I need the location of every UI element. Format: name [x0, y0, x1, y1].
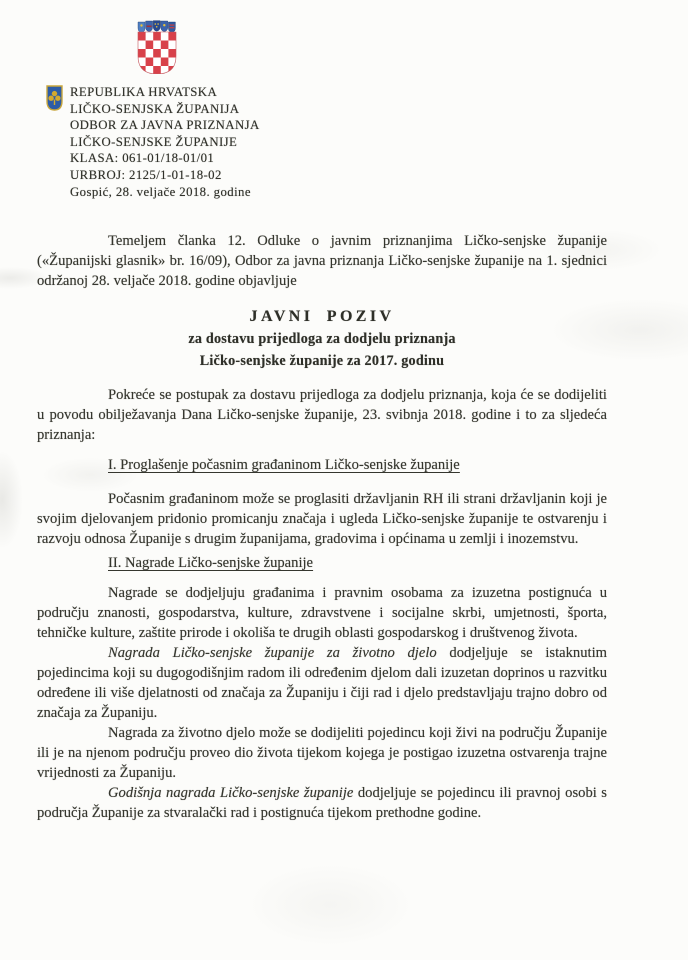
letterhead-county: LIČKO-SENJSKA ŽUPANIJA — [70, 101, 240, 116]
opening-paragraph: Pokreće se postupak za dostavu prijedloga za dodjelu priznanja, koja će se dodijeliti u povodu obilježavanja Dana Ličko-senjske županije, 23. svibnja 2018. godine i to za sljedeća priznanja: — [37, 387, 607, 443]
call-title-sub1: za dostavu prijedloga za dodjelu priznanja — [188, 331, 456, 347]
annual-award-paragraph — [37, 783, 607, 823]
section-1-heading — [108, 455, 607, 475]
letterhead-klasa: KLASA: 061-01/18-01/01 — [70, 151, 215, 166]
annual-award-description: dodjeljuje se pojedincu ili pravnoj osobi s područja Županije za stvaralački rad i postignuća tijekom prethodne godine. — [37, 785, 607, 821]
call-title-main: JAVNI POZIV — [249, 308, 395, 325]
lifetime-award-name: Nagrada Ličko-senjske županije za životno djelo — [108, 645, 437, 661]
call-title — [37, 306, 607, 372]
croatia-coat-of-arms-icon — [136, 20, 178, 74]
section-2-heading — [108, 553, 607, 573]
letterhead-place-date: Gospić, 28. veljače 2018. godine — [70, 184, 251, 199]
awards-general-paragraph: Nagrade se dodjeljuju građanima i pravnim osobama za izuzetna postignuća u području znanosti, gospodarstva, kulture, zdravstvene i socijalne skrbi, umjetnosti, športa, tehničke kulture, zaštite prirode i okoliša te drugih oblasti gospodarskog i društvenog života. — [37, 585, 607, 641]
letterhead-country: REPUBLIKA HRVATSKA — [70, 85, 218, 99]
lifetime-award-criteria-paragraph: Nagrada za životno djelo može se dodijeliti pojedincu koji živi na području Županije ili je na njenom području proveo dio života tijekom kojega je postigao izuzetna ostvarenja trajne vrijednosti za Županiju. — [37, 725, 607, 781]
lifetime-award-description: dodjeljuje se istaknutim pojedincima koji su dugogodišnjim radom ili određenim djelom dali izuzetan doprinos u razvitku određene ili više djelatnosti od značaja za Županiju i čiji rad i djelo predstavljaju trajno dobro od značaja za Županiju. — [37, 645, 607, 721]
annual-award-name: Godišnja nagrada Ličko-senjske županije — [108, 785, 354, 801]
section-1-paragraph: Počasnim građaninom može se proglasiti državljanin RH ili strani državljanin koji je svojim djelovanjem pridonio promicanju značaja i ugleda Ličko-senjske županije te ostvarenju i razvoju odnosa Županije s drugim županijama, gradovima i općinama u zemlji i inozemstvu. — [37, 491, 607, 547]
call-title-sub2: Ličko-senjske županije za 2017. godinu — [199, 353, 445, 369]
letterhead — [70, 84, 390, 200]
intro-paragraph: Temeljem članka 12. Odluke o javnim priznanjima Ličko-senjske županije («Županijski glasnik» br. 16/09), Odbor za javna priznanja Ličko-senjske županije na 1. sjednici održanoj 28. veljače 2018. godine objavljuje — [37, 233, 607, 289]
section-1-heading-text: I. Proglašenje počasnim građaninom Ličko-senjske županije — [108, 457, 460, 473]
document-body — [37, 231, 607, 823]
letterhead-committee-line1: ODBOR ZA JAVNA PRIZNANJA — [70, 118, 260, 133]
county-emblem-icon — [46, 85, 63, 111]
letterhead-urbroj: URBROJ: 2125/1-01-18-02 — [70, 167, 222, 182]
letterhead-committee-line2: LIČKO-SENJSKE ŽUPANIJE — [70, 134, 238, 149]
lifetime-award-paragraph — [37, 643, 607, 723]
section-2-heading-text: II. Nagrade Ličko-senjske županije — [108, 555, 314, 571]
